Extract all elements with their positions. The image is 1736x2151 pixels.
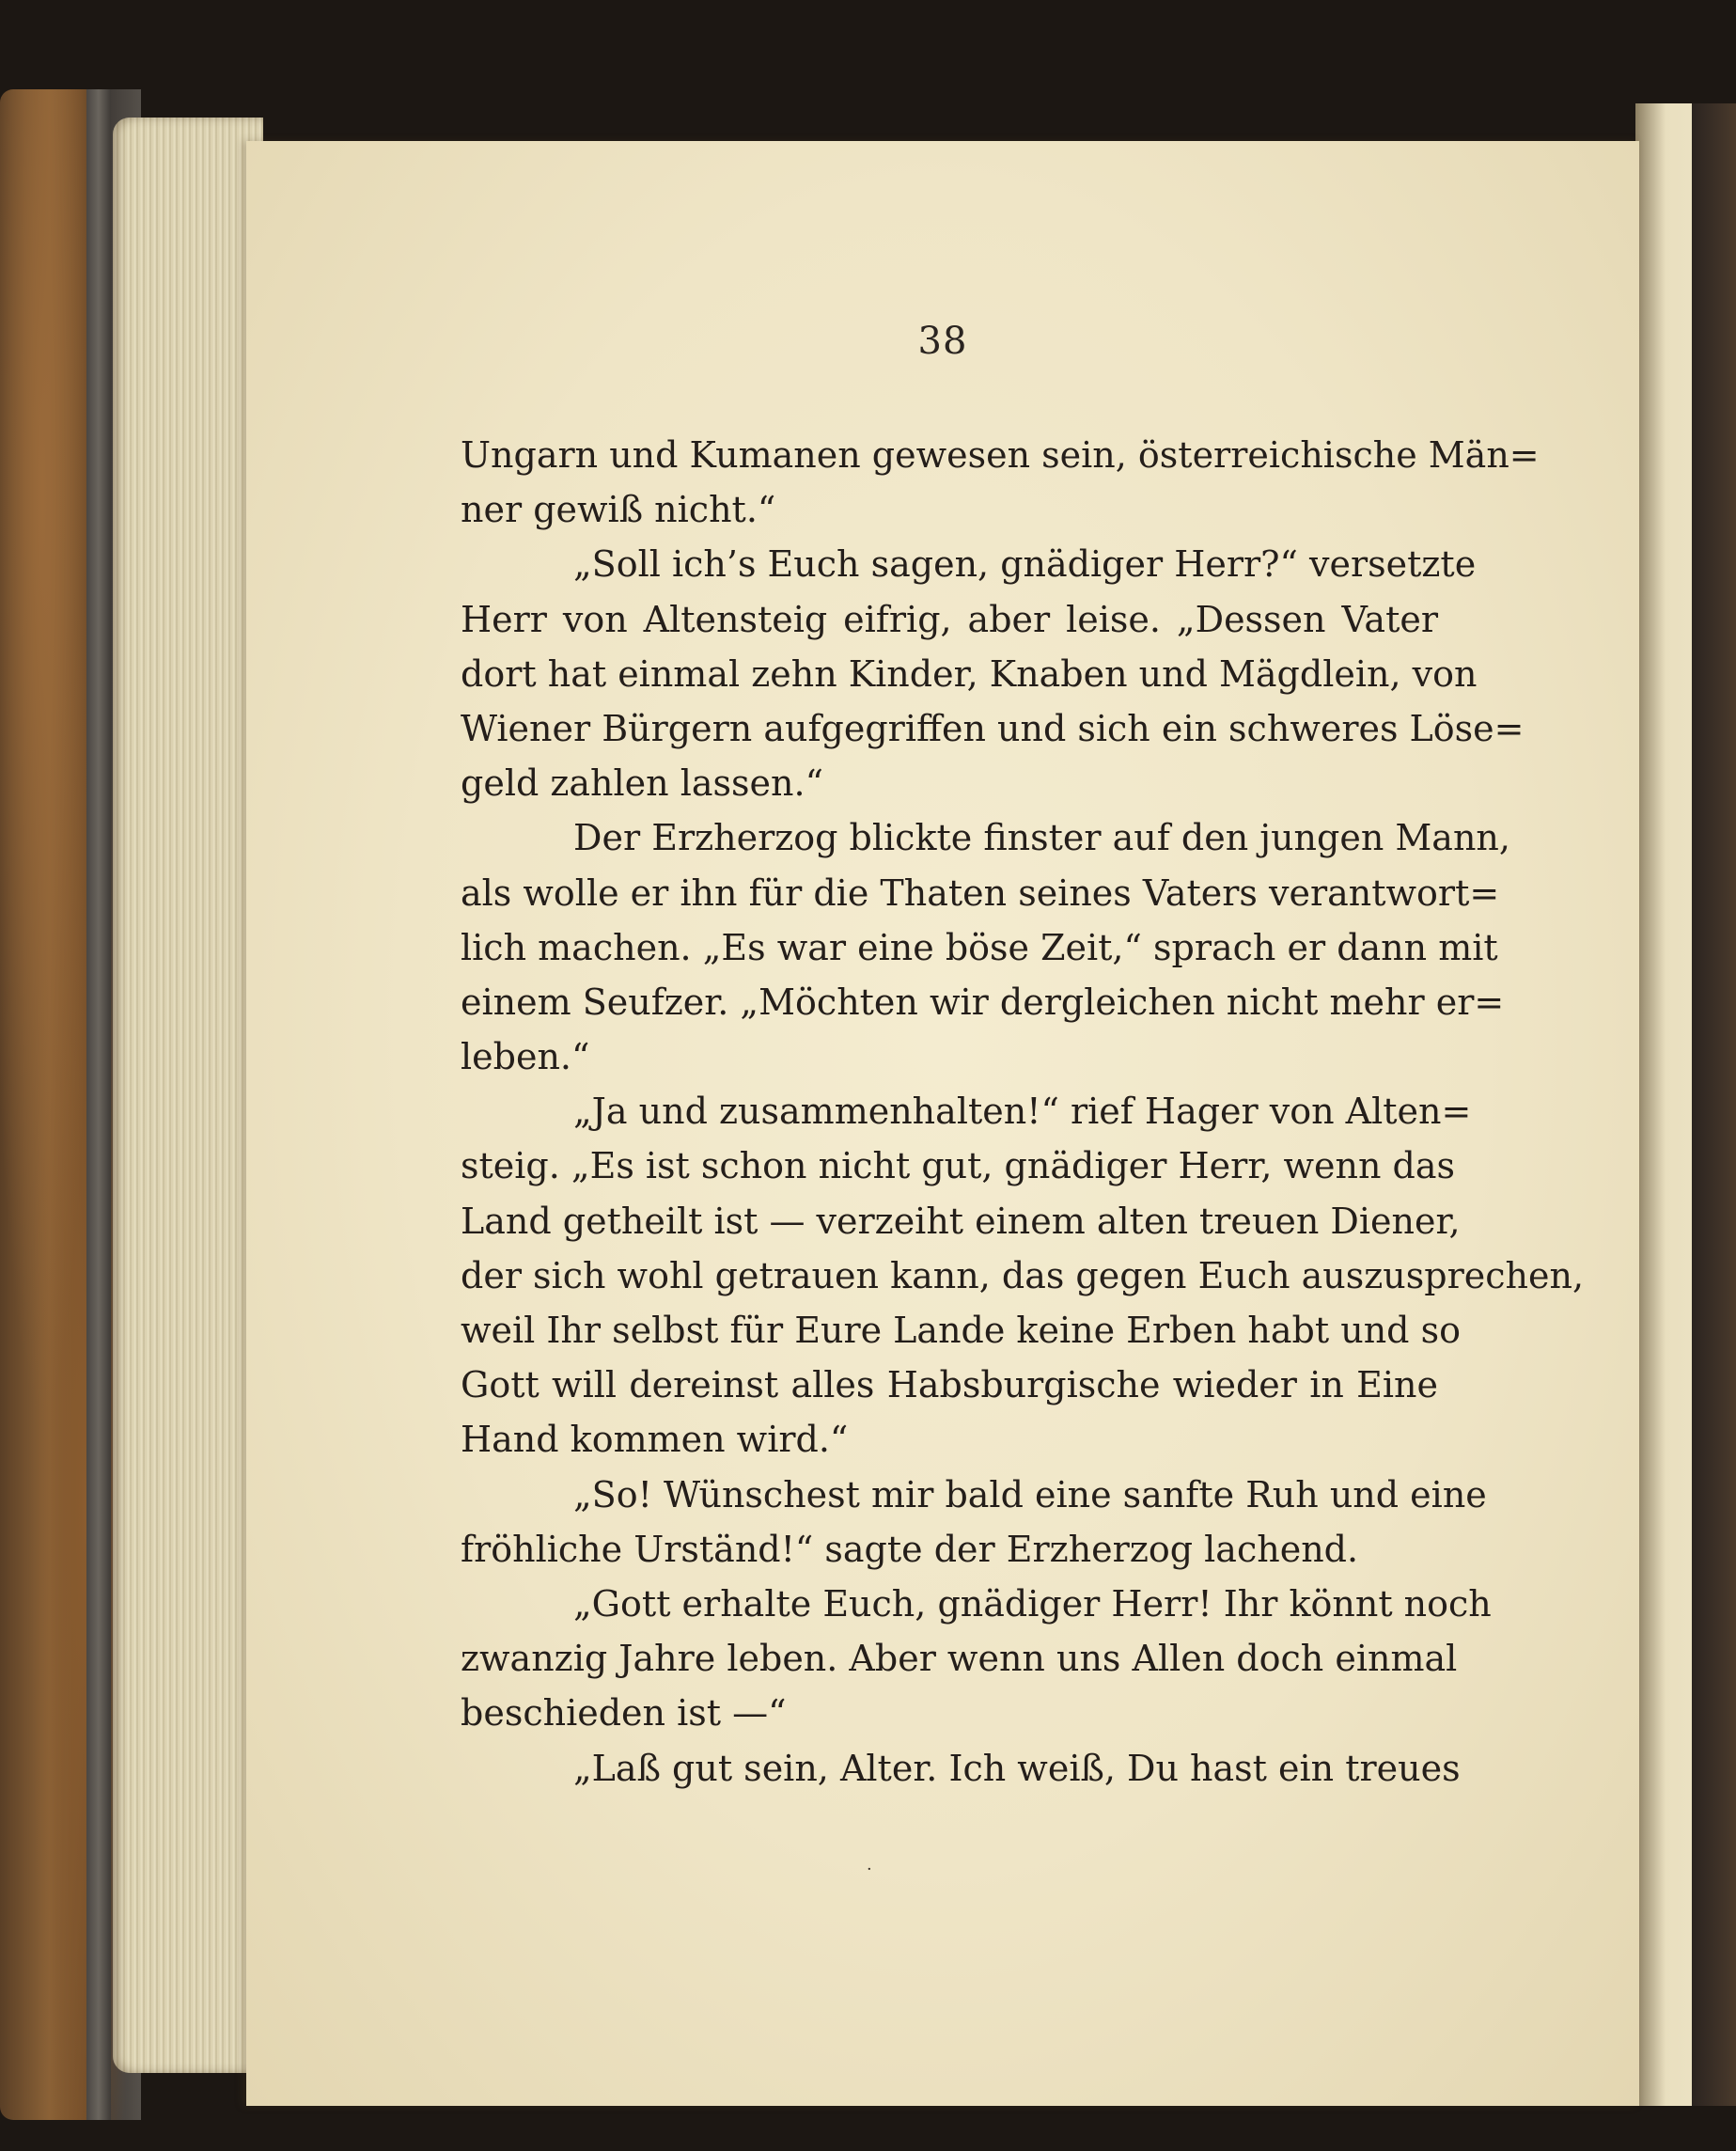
text-line: der sich wohl getrauen kann, das gegen Euch auszusprechen, [461, 1254, 1585, 1296]
text-line: Ungarn und Kumanen gewesen sein, österreichische Män= [461, 434, 1540, 476]
text-line: „Ja und zusammenhalten!“ rief Hager von Alten= [573, 1091, 1472, 1133]
ink-speck: · [867, 1860, 872, 1879]
text-line: „Laß gut sein, Alter. Ich weiß, Du hast ein treues [573, 1747, 1461, 1789]
text-line: lich machen. „Es war eine böse Zeit,“ sprach er dann mit [461, 926, 1498, 968]
text-line: „Soll ich’s Euch sagen, gnädiger Herr?“ versetzte [573, 543, 1477, 586]
text-line: Land getheilt ist — verzeiht einem alten treuen Diener, [461, 1200, 1461, 1242]
text-line: „So! Wünschest mir bald eine sanfte Ruh und eine [573, 1473, 1487, 1515]
book-page [246, 141, 1639, 2106]
page-edges [113, 118, 263, 2073]
binding-spine-stripe [86, 89, 111, 2120]
page-number: 38 [917, 320, 968, 363]
text-line: „Gott erhalte Euch, gnädiger Herr! Ihr könnt noch [573, 1582, 1492, 1625]
text-line: Herr von Altensteig eifrig, aber leise. „Dessen Vater [461, 598, 1438, 640]
text-line: steig. „Es ist schon nicht gut, gnädiger Herr, wenn das [461, 1145, 1456, 1187]
text-line: zwanzig Jahre leben. Aber wenn uns Allen doch einmal [461, 1638, 1458, 1680]
text-line: Hand kommen wird.“ [461, 1419, 849, 1461]
text-line: fröhliche Urständ!“ sagte der Erzherzog lachend. [461, 1528, 1359, 1570]
text-line: ner gewiß nicht.“ [461, 489, 776, 531]
text-line: weil Ihr selbst für Eure Lande keine Erben habt und so [461, 1310, 1461, 1351]
text-line: Der Erzherzog blickte finster auf den jungen Mann, [573, 817, 1510, 859]
text-line: beschieden ist —“ [461, 1692, 787, 1735]
page-text [461, 428, 1585, 1796]
text-line: geld zahlen lassen.“ [461, 762, 823, 805]
text-line: Gott will dereinst alles Habsburgische wieder in Eine [461, 1364, 1438, 1406]
text-line: einem Seufzer. „Möchten wir dergleichen nicht mehr er= [461, 981, 1505, 1023]
text-line: Wiener Bürgern aufgegriffen und sich ein schweres Löse= [461, 707, 1525, 749]
back-cover-edge [1692, 103, 1736, 2106]
text-line: als wolle er ihn für die Thaten seines Vaters verantwort= [461, 871, 1500, 914]
text-line: dort hat einmal zehn Kinder, Knaben und Mägdlein, von [461, 652, 1478, 695]
text-line: leben.“ [461, 1036, 590, 1078]
